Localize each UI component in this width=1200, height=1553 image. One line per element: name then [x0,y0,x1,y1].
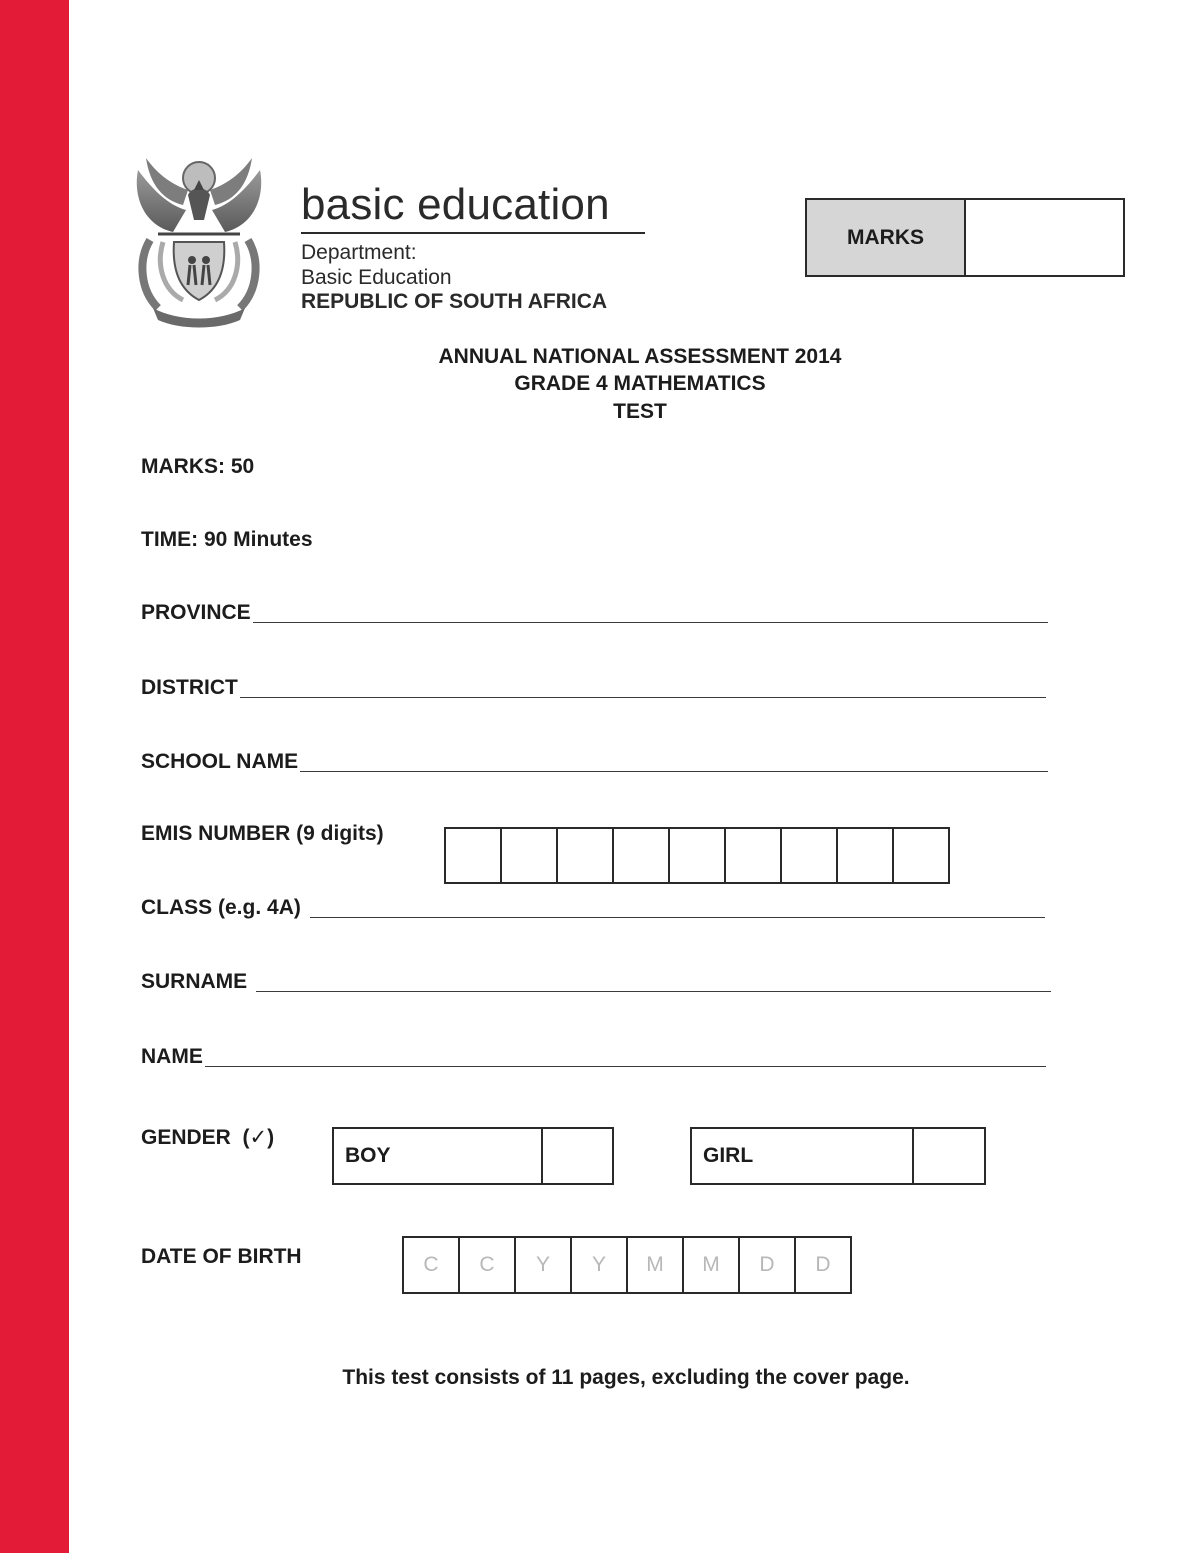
emis-number-grid[interactable] [444,827,950,884]
dob-cell-y1[interactable]: Y [516,1238,572,1292]
red-side-bar [0,0,69,1553]
province-field[interactable] [141,598,1048,626]
district-input-line[interactable] [240,697,1046,698]
dob-cell-d1[interactable]: D [740,1238,796,1292]
time-allowed: TIME: 90 Minutes [141,528,313,551]
school-name-input-line[interactable] [300,771,1048,772]
dob-label: DATE OF BIRTH [141,1245,302,1268]
emis-digit-cell[interactable] [726,829,782,882]
gender-girl-box[interactable] [690,1127,986,1185]
gender-boy-checkbox[interactable] [543,1129,612,1183]
school-name-label: SCHOOL NAME [141,750,299,773]
dob-cell-m2[interactable]: M [684,1238,740,1292]
marks-box [805,198,1125,277]
emis-digit-cell[interactable] [670,829,726,882]
total-marks: MARKS: 50 [141,455,255,478]
gender-boy-label: BOY [334,1129,543,1183]
name-field[interactable] [141,1042,1046,1070]
class-label: CLASS (e.g. 4A) [141,896,301,919]
district-field[interactable] [141,673,1046,701]
assessment-title: ANNUAL NATIONAL ASSESSMENT 2014 [438,345,842,368]
country-name: REPUBLIC OF SOUTH AFRICA [301,290,608,313]
department-name: Basic Education [301,266,452,289]
emis-digit-cell[interactable] [446,829,502,882]
grade-subject: GRADE 4 MATHEMATICS [514,372,766,395]
emis-digit-cell[interactable] [614,829,670,882]
emis-digit-cell[interactable] [782,829,838,882]
dob-cell-c1[interactable]: C [404,1238,460,1292]
test-label: TEST [613,400,667,423]
emis-digit-cell[interactable] [558,829,614,882]
dob-cell-m1[interactable]: M [628,1238,684,1292]
gender-girl-checkbox[interactable] [914,1129,984,1183]
emis-digit-cell[interactable] [838,829,894,882]
province-label: PROVINCE [141,601,251,624]
surname-input-line[interactable] [256,991,1051,992]
name-label: NAME [141,1045,203,1068]
emis-digit-cell[interactable] [894,829,948,882]
school-name-field[interactable] [141,747,1048,775]
department-label: Department: [301,241,417,264]
class-input-line[interactable] [310,917,1045,918]
dob-cell-c2[interactable]: C [460,1238,516,1292]
district-label: DISTRICT [141,676,238,699]
brand-title: basic education [301,180,610,229]
province-input-line[interactable] [253,622,1048,623]
class-field[interactable] [141,893,1045,921]
marks-box-label: MARKS [807,200,966,275]
brand-underline [301,232,645,234]
date-of-birth-grid[interactable] [402,1236,852,1294]
gender-boy-box[interactable] [332,1127,614,1185]
emis-digit-cell[interactable] [502,829,558,882]
gender-girl-label: GIRL [692,1129,914,1183]
coat-of-arms-icon [128,150,270,328]
dob-cell-d2[interactable]: D [815,1253,831,1276]
gender-label: GENDER (✓) [141,1126,275,1149]
dob-cell-y2[interactable]: Y [572,1238,628,1292]
name-input-line[interactable] [205,1066,1046,1067]
surname-field[interactable] [141,967,1051,995]
page-count-note: This test consists of 11 pages, excluding the cover page. [342,1366,910,1389]
surname-label: SURNAME [141,970,248,993]
emis-label: EMIS NUMBER (9 digits) [141,822,384,845]
marks-box-value[interactable] [966,200,1123,275]
